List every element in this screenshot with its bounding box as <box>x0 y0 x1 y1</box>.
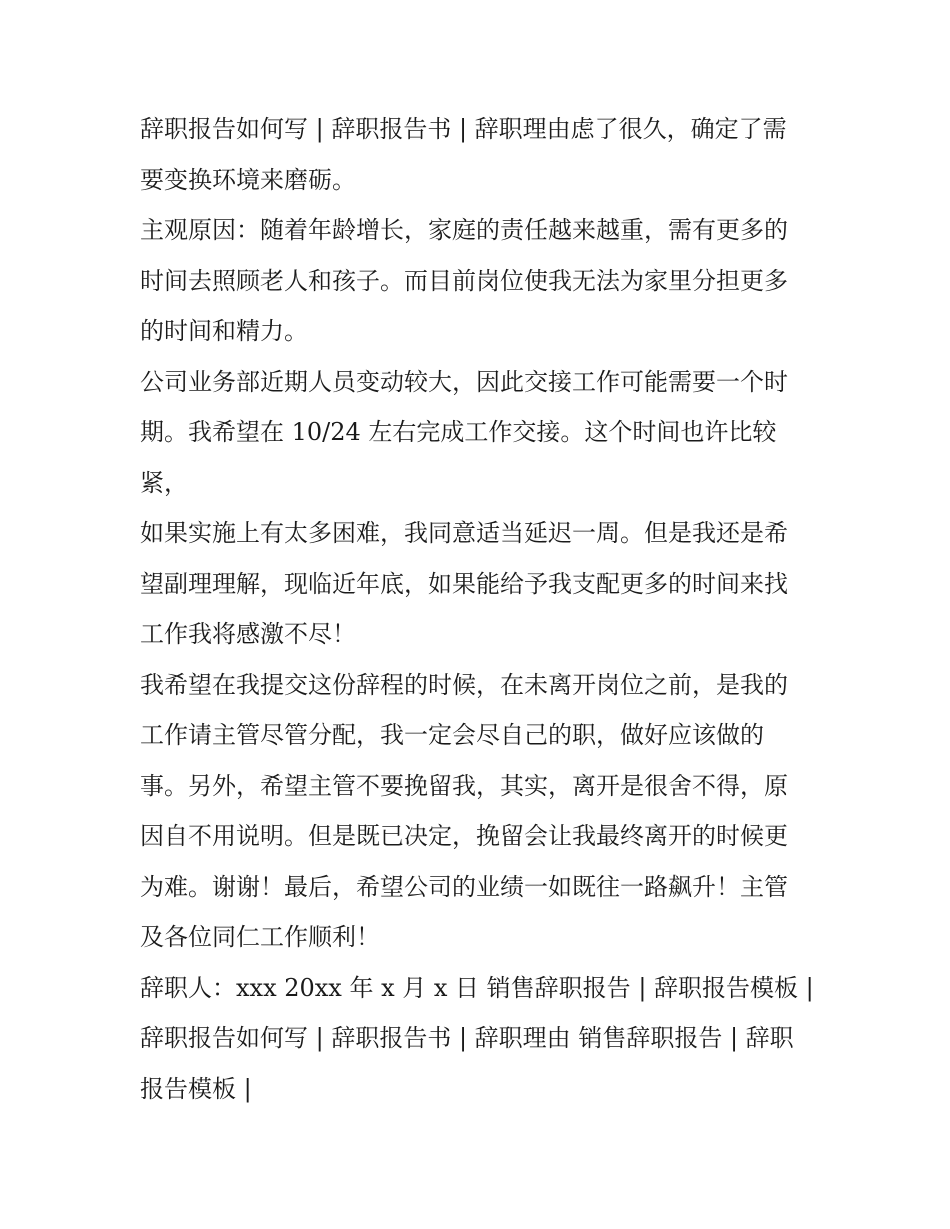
text-line: 工作请主管尽管分配，我一定会尽自己的职，做好应该做的 <box>140 721 764 749</box>
text-line: 如果实施上有太多困难，我同意适当延迟一周。但是我还是希 <box>140 519 788 547</box>
text-line: 望副理理解，现临近年底，如果能给予我支配更多的时间来找 <box>140 569 788 598</box>
text-line: 事。另外，希望主管不要挽留我，其实，离开是很舍不得，原 <box>140 771 788 800</box>
text-line: 的时间和精力。 <box>140 317 308 345</box>
text-line: 主观原因：随着年龄增长，家庭的责任越来越重，需有更多的 <box>140 216 788 244</box>
text-line: 要变换环境来磨砺。 <box>140 165 356 194</box>
text-line: 时间去照顾老人和孩子。而目前岗位使我无法为家里分担更多 <box>140 266 788 295</box>
text-line: 辞职报告如何写 | 辞职报告书 | 辞职理由虑了很久，确定了需 <box>140 115 787 143</box>
text-line: 及各位同仁工作顺利！ <box>140 923 380 951</box>
text-line: 我希望在我提交这份辞程的时候，在未离开岗位之前，是我的 <box>140 670 788 699</box>
text-line: 辞职报告如何写 | 辞职报告书 | 辞职理由 销售辞职报告 | 辞职 <box>140 1024 794 1052</box>
text-line: 工作我将感激不尽！ <box>140 620 356 648</box>
text-line: 期。我希望在 10/24 左右完成工作交接。这个时间也许比较 <box>140 418 777 446</box>
text-line: 紧， <box>140 468 188 497</box>
text-line: 报告模板 | <box>140 1074 252 1103</box>
text-line: 因自不用说明。但是既已决定，挽留会让我最终离开的时候更 <box>140 822 788 850</box>
text-line: 为难。谢谢！最后，希望公司的业绩一如既往一路飙升！主管 <box>140 872 788 901</box>
document-body <box>140 104 820 1114</box>
text-line: 辞职人：xxx 20xx 年 x 月 x 日 销售辞职报告 | 辞职报告模板 | <box>140 973 814 1002</box>
text-line: 公司业务部近期人员变动较大，因此交接工作可能需要一个时 <box>140 367 788 396</box>
